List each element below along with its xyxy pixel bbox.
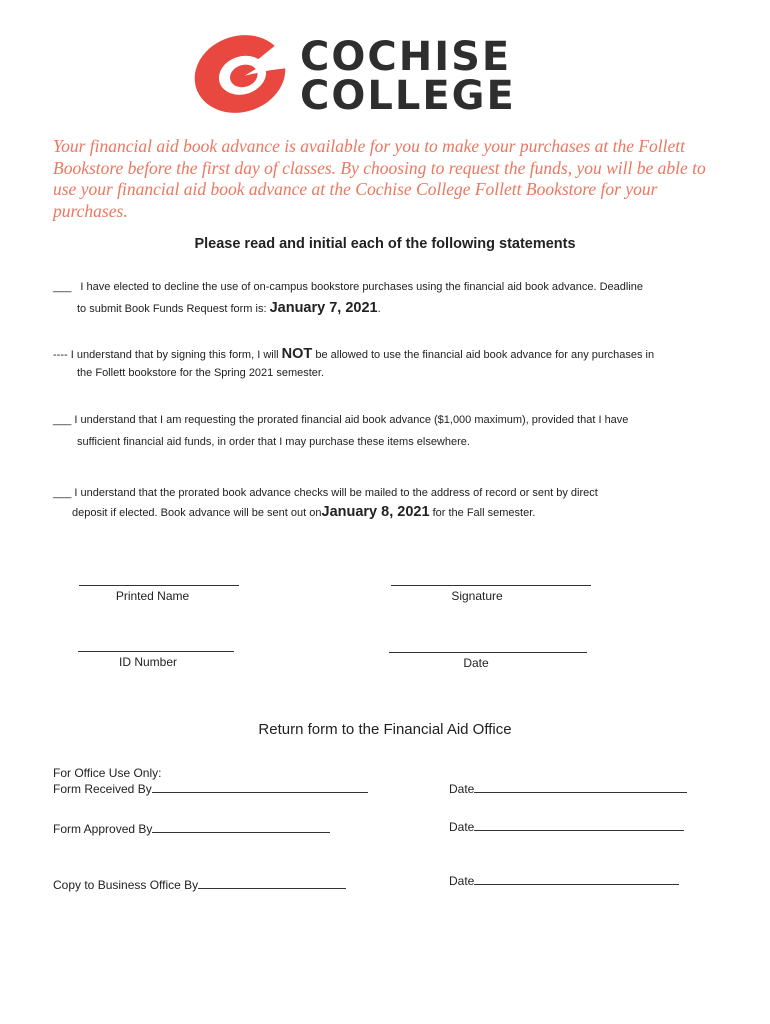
statement-4-line-1 <box>53 483 753 503</box>
printed-name-label: Printed Name <box>115 589 190 603</box>
copy-business-label: Copy to Business Office By <box>53 878 199 892</box>
received-date-row <box>449 780 687 796</box>
statement-text: be allowed to use the financial aid book advance for any purchases in <box>315 349 655 361</box>
deadline-date: January 7, 2021 <box>269 300 378 316</box>
form-received-field[interactable] <box>152 780 368 793</box>
approved-date-field[interactable] <box>474 818 684 831</box>
logo-word-college: COLLEGE <box>300 73 516 119</box>
statement-text: . <box>377 303 381 315</box>
date-line[interactable] <box>389 652 587 653</box>
signature-line[interactable] <box>391 585 591 586</box>
form-received-label: Form Received By <box>53 782 152 796</box>
signature-label: Signature <box>451 589 503 603</box>
approved-date-label: Date <box>449 820 475 834</box>
statement-1-line-2 <box>77 298 737 319</box>
statement-3-line-2: sufficient financial aid funds, in order that I may purchase these items elsewhere. <box>77 436 470 448</box>
statement-3-line-1 <box>53 410 753 430</box>
instructions-heading: Please read and initial each of the following statements <box>194 236 576 252</box>
statement-text: I understand that the prorated book advance checks will be mailed to the address of record or sent by direct <box>74 487 598 499</box>
copy-date-field[interactable] <box>474 872 679 885</box>
return-form-note: Return form to the Financial Aid Office <box>258 721 512 738</box>
statement-4-line-2 <box>72 502 752 523</box>
statement-text: to submit Book Funds Request form is: <box>77 303 267 315</box>
cochise-college-logo-mark <box>188 24 292 124</box>
statement-2-line-2: the Follett bookstore for the Spring 2021 semester. <box>77 367 325 379</box>
received-date-field[interactable] <box>474 780 687 793</box>
initial-blank[interactable]: ___ <box>53 281 72 293</box>
form-approved-row <box>53 820 330 836</box>
statement-text: deposit if elected. Book advance will be sent out on <box>72 507 322 519</box>
statement-text: I understand that I am requesting the prorated financial aid book advance ($1,000 maximum), provided that I have <box>74 414 629 426</box>
form-received-row <box>53 780 368 796</box>
id-number-label: ID Number <box>118 655 177 669</box>
advance-date: January 8, 2021 <box>321 504 430 520</box>
form-approved-label: Form Approved By <box>53 822 153 836</box>
intro-paragraph: Your financial aid book advance is available for you to make your purchases at the Follett Bookstore before the first day of classes. By choosing to request the funds, you will be able to use your financial aid book advance at the Cochise College Follett Bookstore for your purchases. <box>53 136 706 221</box>
initial-blank[interactable]: ___ <box>53 487 72 499</box>
initial-blank[interactable]: ---- <box>53 349 68 361</box>
copy-date-row <box>449 872 679 888</box>
statement-text: for the Fall semester. <box>432 507 536 519</box>
statement-text: I understand that by signing this form, I will <box>70 349 279 361</box>
printed-name-line[interactable] <box>79 585 239 586</box>
date-label: Date <box>463 656 489 670</box>
logo-word-cochise: COCHISE <box>300 34 512 80</box>
initial-blank[interactable]: ___ <box>53 414 72 426</box>
statement-2-line-1 <box>53 344 753 365</box>
copy-business-field[interactable] <box>198 876 346 889</box>
id-number-line[interactable] <box>78 651 234 652</box>
statement-text: I have elected to decline the use of on-campus bookstore purchases using the financial aid book advance. Deadline <box>80 281 644 293</box>
copy-business-row <box>53 876 346 892</box>
office-use-title: For Office Use Only: <box>53 766 162 780</box>
received-date-label: Date <box>449 782 475 796</box>
not-emphasis: NOT <box>281 346 313 362</box>
copy-date-label: Date <box>449 874 475 888</box>
form-approved-field[interactable] <box>152 820 330 833</box>
approved-date-row <box>449 818 684 834</box>
statement-1-line-1 <box>53 277 743 297</box>
